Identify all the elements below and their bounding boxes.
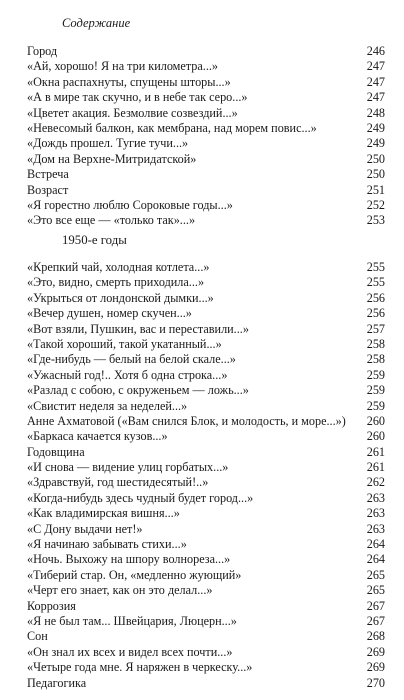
toc-entry-title: «Такой хороший, такой укатанный...»: [27, 336, 222, 351]
toc-entry-page: 259: [366, 383, 385, 398]
toc-entry-page: 247: [366, 90, 385, 105]
toc-entry-page: 258: [366, 336, 385, 351]
toc-entry-page: 256: [366, 306, 385, 321]
toc-entry: [27, 183, 385, 198]
toc-entry: [27, 291, 385, 306]
toc-entry-page: 267: [366, 598, 385, 613]
toc-entry-page: 249: [366, 120, 385, 135]
toc-entry-page: 255: [366, 260, 385, 274]
toc-entry: [27, 537, 385, 552]
toc-entry: [27, 59, 385, 74]
toc-entry-page: 256: [366, 290, 385, 305]
toc-entry-title: «Я горестно люблю Сороковые годы...»: [27, 197, 233, 212]
toc-entry-page: 265: [366, 583, 385, 598]
toc-entry: [27, 136, 385, 151]
toc-entry-title: Педагогика: [27, 675, 87, 690]
toc-entry: [27, 552, 385, 567]
toc-entry: [27, 522, 385, 537]
toc-entry-page: 258: [366, 352, 385, 367]
toc-entry-page: 262: [366, 475, 385, 490]
toc-entry-title: «Четыре года мне. Я наряжен в черкеску...»: [27, 660, 253, 675]
toc-entry-page: 259: [366, 367, 385, 382]
toc-entry-title: Коррозия: [27, 598, 76, 613]
toc-entry-page: 270: [366, 675, 385, 690]
page-header: Содержание: [62, 16, 131, 30]
toc-entry: [27, 445, 385, 460]
toc-entry-page: 246: [366, 44, 385, 58]
toc-entry-title: Анне Ахматовой («Вам снился Блок, и молодость, и море...»): [27, 413, 346, 428]
toc-entry: [27, 614, 385, 629]
toc-entry-page: 257: [366, 321, 385, 336]
toc-entry: [27, 352, 385, 367]
toc-entry-page: 259: [366, 398, 385, 413]
toc-entry: [27, 506, 385, 521]
toc-entry-title: «Как владимирская вишня...»: [27, 506, 180, 521]
toc-entry-title: «Когда-нибудь здесь чудный будет город...»: [27, 490, 254, 505]
toc-entry-title: «Свистит неделя за неделей...»: [27, 398, 188, 413]
toc-entry: [27, 75, 385, 90]
toc-entry-title: «Разлад с собою, с окруженьем — ложь...»: [27, 383, 249, 398]
toc-entry-page: 260: [366, 413, 385, 428]
toc-entry-title: «Вот взяли, Пушкин, вас и переставили...»: [27, 321, 249, 336]
toc-entry-title: «Крепкий чай, холодная котлета...»: [27, 260, 210, 274]
toc-entry-title: «Это все еще — «только так»...»: [27, 213, 196, 228]
toc-entry-page: 261: [366, 460, 385, 475]
toc-entry-page: 263: [366, 490, 385, 505]
toc-entry: [27, 260, 385, 275]
toc-entry: [27, 152, 385, 167]
toc-entry-title: «Невесомый балкон, как мембрана, над морем повис...»: [27, 120, 317, 135]
toc-list: [27, 260, 385, 691]
toc-entry-page: 263: [366, 506, 385, 521]
toc-entry-title: «Черт его знает, как он это делал...»: [27, 583, 213, 598]
toc-entry-title: «Я начинаю забывать стихи...»: [27, 537, 187, 552]
toc-entry-page: 264: [366, 552, 385, 567]
toc-entry: [27, 599, 385, 614]
toc-entry: [27, 429, 385, 444]
toc-entry-page: 260: [366, 429, 385, 444]
toc-entry: [27, 645, 385, 660]
toc-entry-title: «Укрыться от лондонской дымки...»: [27, 290, 214, 305]
toc-entry-page: 264: [366, 537, 385, 552]
toc-entry-page: 248: [366, 105, 385, 120]
toc-entry-title: «Где-нибудь — белый на белой скале...»: [27, 352, 236, 367]
toc-entry-title: «Ужасный год!.. Хотя б одна строка...»: [27, 367, 228, 382]
toc-entry-title: «Окна распахнуты, спущены шторы...»: [27, 74, 231, 89]
toc-entry: [27, 383, 385, 398]
toc-entry: [27, 660, 385, 675]
toc-entry-page: 255: [366, 275, 385, 290]
toc-entry-page: 263: [366, 521, 385, 536]
toc-entry: [27, 275, 385, 290]
toc-entry-page: 269: [366, 660, 385, 675]
toc-entry-title: «И снова — видение улиц горбатых...»: [27, 460, 229, 475]
toc-entry: [27, 414, 385, 429]
toc-entry-page: 265: [366, 567, 385, 582]
toc-entry-title: Сон: [27, 629, 48, 644]
toc-entry-page: 252: [366, 197, 385, 212]
toc-entry: [27, 44, 385, 59]
toc-entry-page: 249: [366, 136, 385, 151]
toc-entry-title: «Это, видно, смерть приходила...»: [27, 275, 205, 290]
toc-entry: [27, 368, 385, 383]
toc-entry: [27, 198, 385, 213]
toc-entry-title: «Вечер душен, номер скучен...»: [27, 306, 192, 321]
toc-entry: [27, 475, 385, 490]
toc-entry: [27, 106, 385, 121]
toc-entry-title: «А в мире так скучно, и в небе так серо...»: [27, 90, 248, 105]
toc-entry-title: «С Дону выдачи нет!»: [27, 521, 143, 536]
toc-entry-page: 268: [366, 629, 385, 644]
toc-entry-title: «Баркаса качается кузов...»: [27, 429, 168, 444]
toc-entry-title: «Здравствуй, год шестидесятый!..»: [27, 475, 209, 490]
toc-entry-title: «Дождь прошел. Тугие тучи...»: [27, 136, 189, 151]
toc-entry-title: Возраст: [27, 182, 69, 197]
toc-entry: [27, 399, 385, 414]
toc-entry: [27, 629, 385, 644]
toc-entry-title: «Ночь. Выхожу на шпору волнореза...»: [27, 552, 231, 567]
toc-entry-title: «Цветет акация. Безмолвие созвездий...»: [27, 105, 238, 120]
toc-entry-page: 250: [366, 167, 385, 182]
toc-entry: [27, 121, 385, 136]
toc-entry-page: 261: [366, 444, 385, 459]
toc-entry: [27, 460, 385, 475]
toc-entry-title: «Он знал их всех и видел всех почти...»: [27, 644, 233, 659]
toc-list: [27, 44, 385, 229]
toc-entry: [27, 213, 385, 228]
toc-entry: [27, 337, 385, 352]
toc-entry: [27, 322, 385, 337]
toc-entry-title: Город: [27, 44, 58, 58]
toc-entry-page: 253: [366, 213, 385, 228]
toc-entry-page: 267: [366, 613, 385, 628]
toc-entry-title: «Я не был там... Швейцария, Люцерн...»: [27, 613, 237, 628]
toc-entry-title: «Тиберий стар. Он, «медленно жующий»: [27, 567, 242, 582]
toc-entry-page: 247: [366, 74, 385, 89]
toc-entry: [27, 583, 385, 598]
toc-entry: [27, 491, 385, 506]
toc-entry-title: «Ай, хорошо! Я на три километра...»: [27, 59, 219, 74]
toc-entry: [27, 568, 385, 583]
section-title: 1950-е годы: [62, 233, 127, 247]
toc-entry-page: 250: [366, 151, 385, 166]
toc-entry: [27, 676, 385, 691]
toc-entry: [27, 167, 385, 182]
toc-entry-title: Встреча: [27, 167, 69, 182]
toc-entry-page: 247: [366, 59, 385, 74]
toc-entry: [27, 306, 385, 321]
toc-entry-page: 269: [366, 644, 385, 659]
toc-entry: [27, 90, 385, 105]
toc-entry-page: 251: [366, 182, 385, 197]
toc-entry-title: «Дом на Верхне-Митридатской»: [27, 151, 197, 166]
toc-entry-title: Годовщина: [27, 444, 85, 459]
